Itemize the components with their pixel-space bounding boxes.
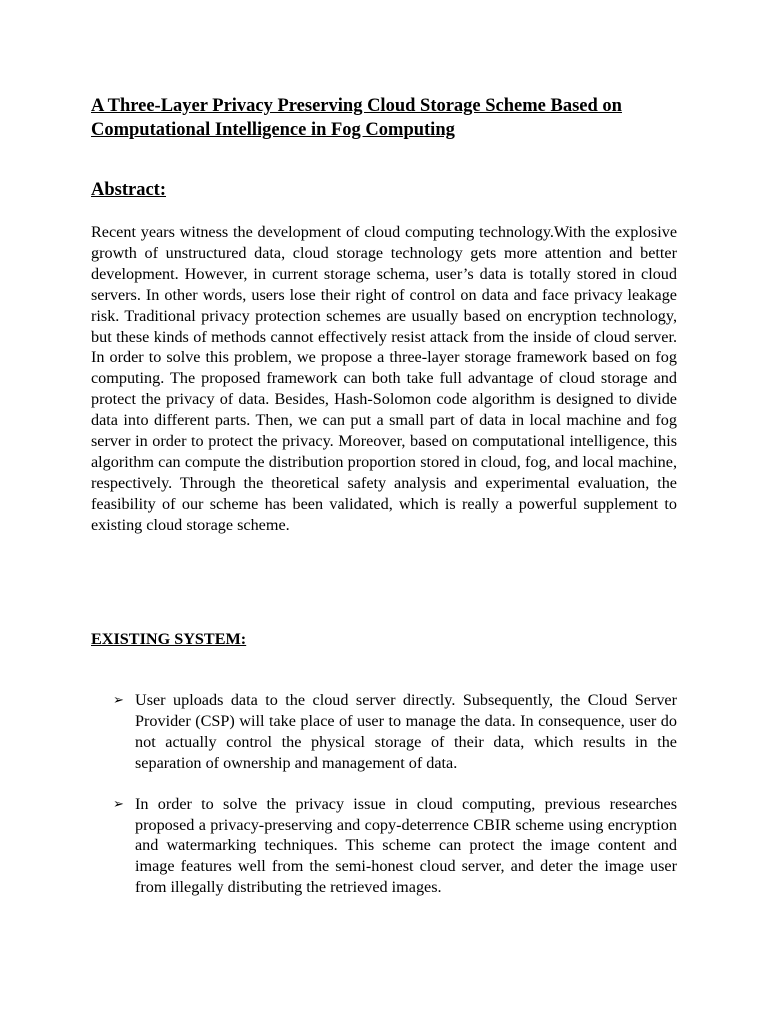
existing-system-list <box>91 690 677 918</box>
abstract-heading: Abstract: <box>91 180 167 200</box>
document-title: A Three-Layer Privacy Preserving Cloud Storage Scheme Based on Computational Intelligence in Fog Computing <box>91 96 622 140</box>
list-item <box>91 794 677 899</box>
list-item-text: User uploads data to the cloud server directly. Subsequently, the Cloud Server Provider (CSP) will take place of user to manage the data. In consequence, user do not actually control the physical storage of their data, which results in the separation of ownership and management of data. <box>135 691 677 772</box>
abstract-paragraph: Recent years witness the development of cloud computing technology.With the explosive growth of unstructured data, cloud storage technology gets more attention and better development. However, in current storage schema, user’s data is totally stored in cloud servers. In other words, users lose their right of control on data and face privacy leakage risk. Traditional privacy protection schemes are usually based on encryption technology, but these kinds of methods cannot effectively resist attack from the inside of cloud server. In order to solve this problem, we propose a three-layer storage framework based on fog computing. The proposed framework can both take full advantage of cloud storage and protect the privacy of data. Besides, Hash-Solomon code algorithm is designed to divide data into different parts. Then, we can put a small part of data in local machine and fog server in order to protect the privacy. Moreover, based on computational intelligence, this algorithm can compute the distribution proportion stored in cloud, fog, and local machine, respectively. Through the theoretical safety analysis and experimental evaluation, the feasibility of our scheme has been validated, which is really a powerful supplement to existing cloud storage scheme. <box>91 223 677 534</box>
existing-system-heading: EXISTING SYSTEM: <box>91 630 247 648</box>
arrow-bullet-icon: ➢ <box>113 796 124 812</box>
list-item-text: In order to solve the privacy issue in cloud computing, previous researches proposed a privacy-preserving and copy-deterrence CBIR scheme using encryption and watermarking techniques. This scheme can protect the image content and image features well from the semi-honest cloud server, and deter the image user from illegally distributing the retrieved images. <box>135 794 677 897</box>
arrow-bullet-icon: ➢ <box>113 693 124 708</box>
list-item <box>91 690 677 774</box>
